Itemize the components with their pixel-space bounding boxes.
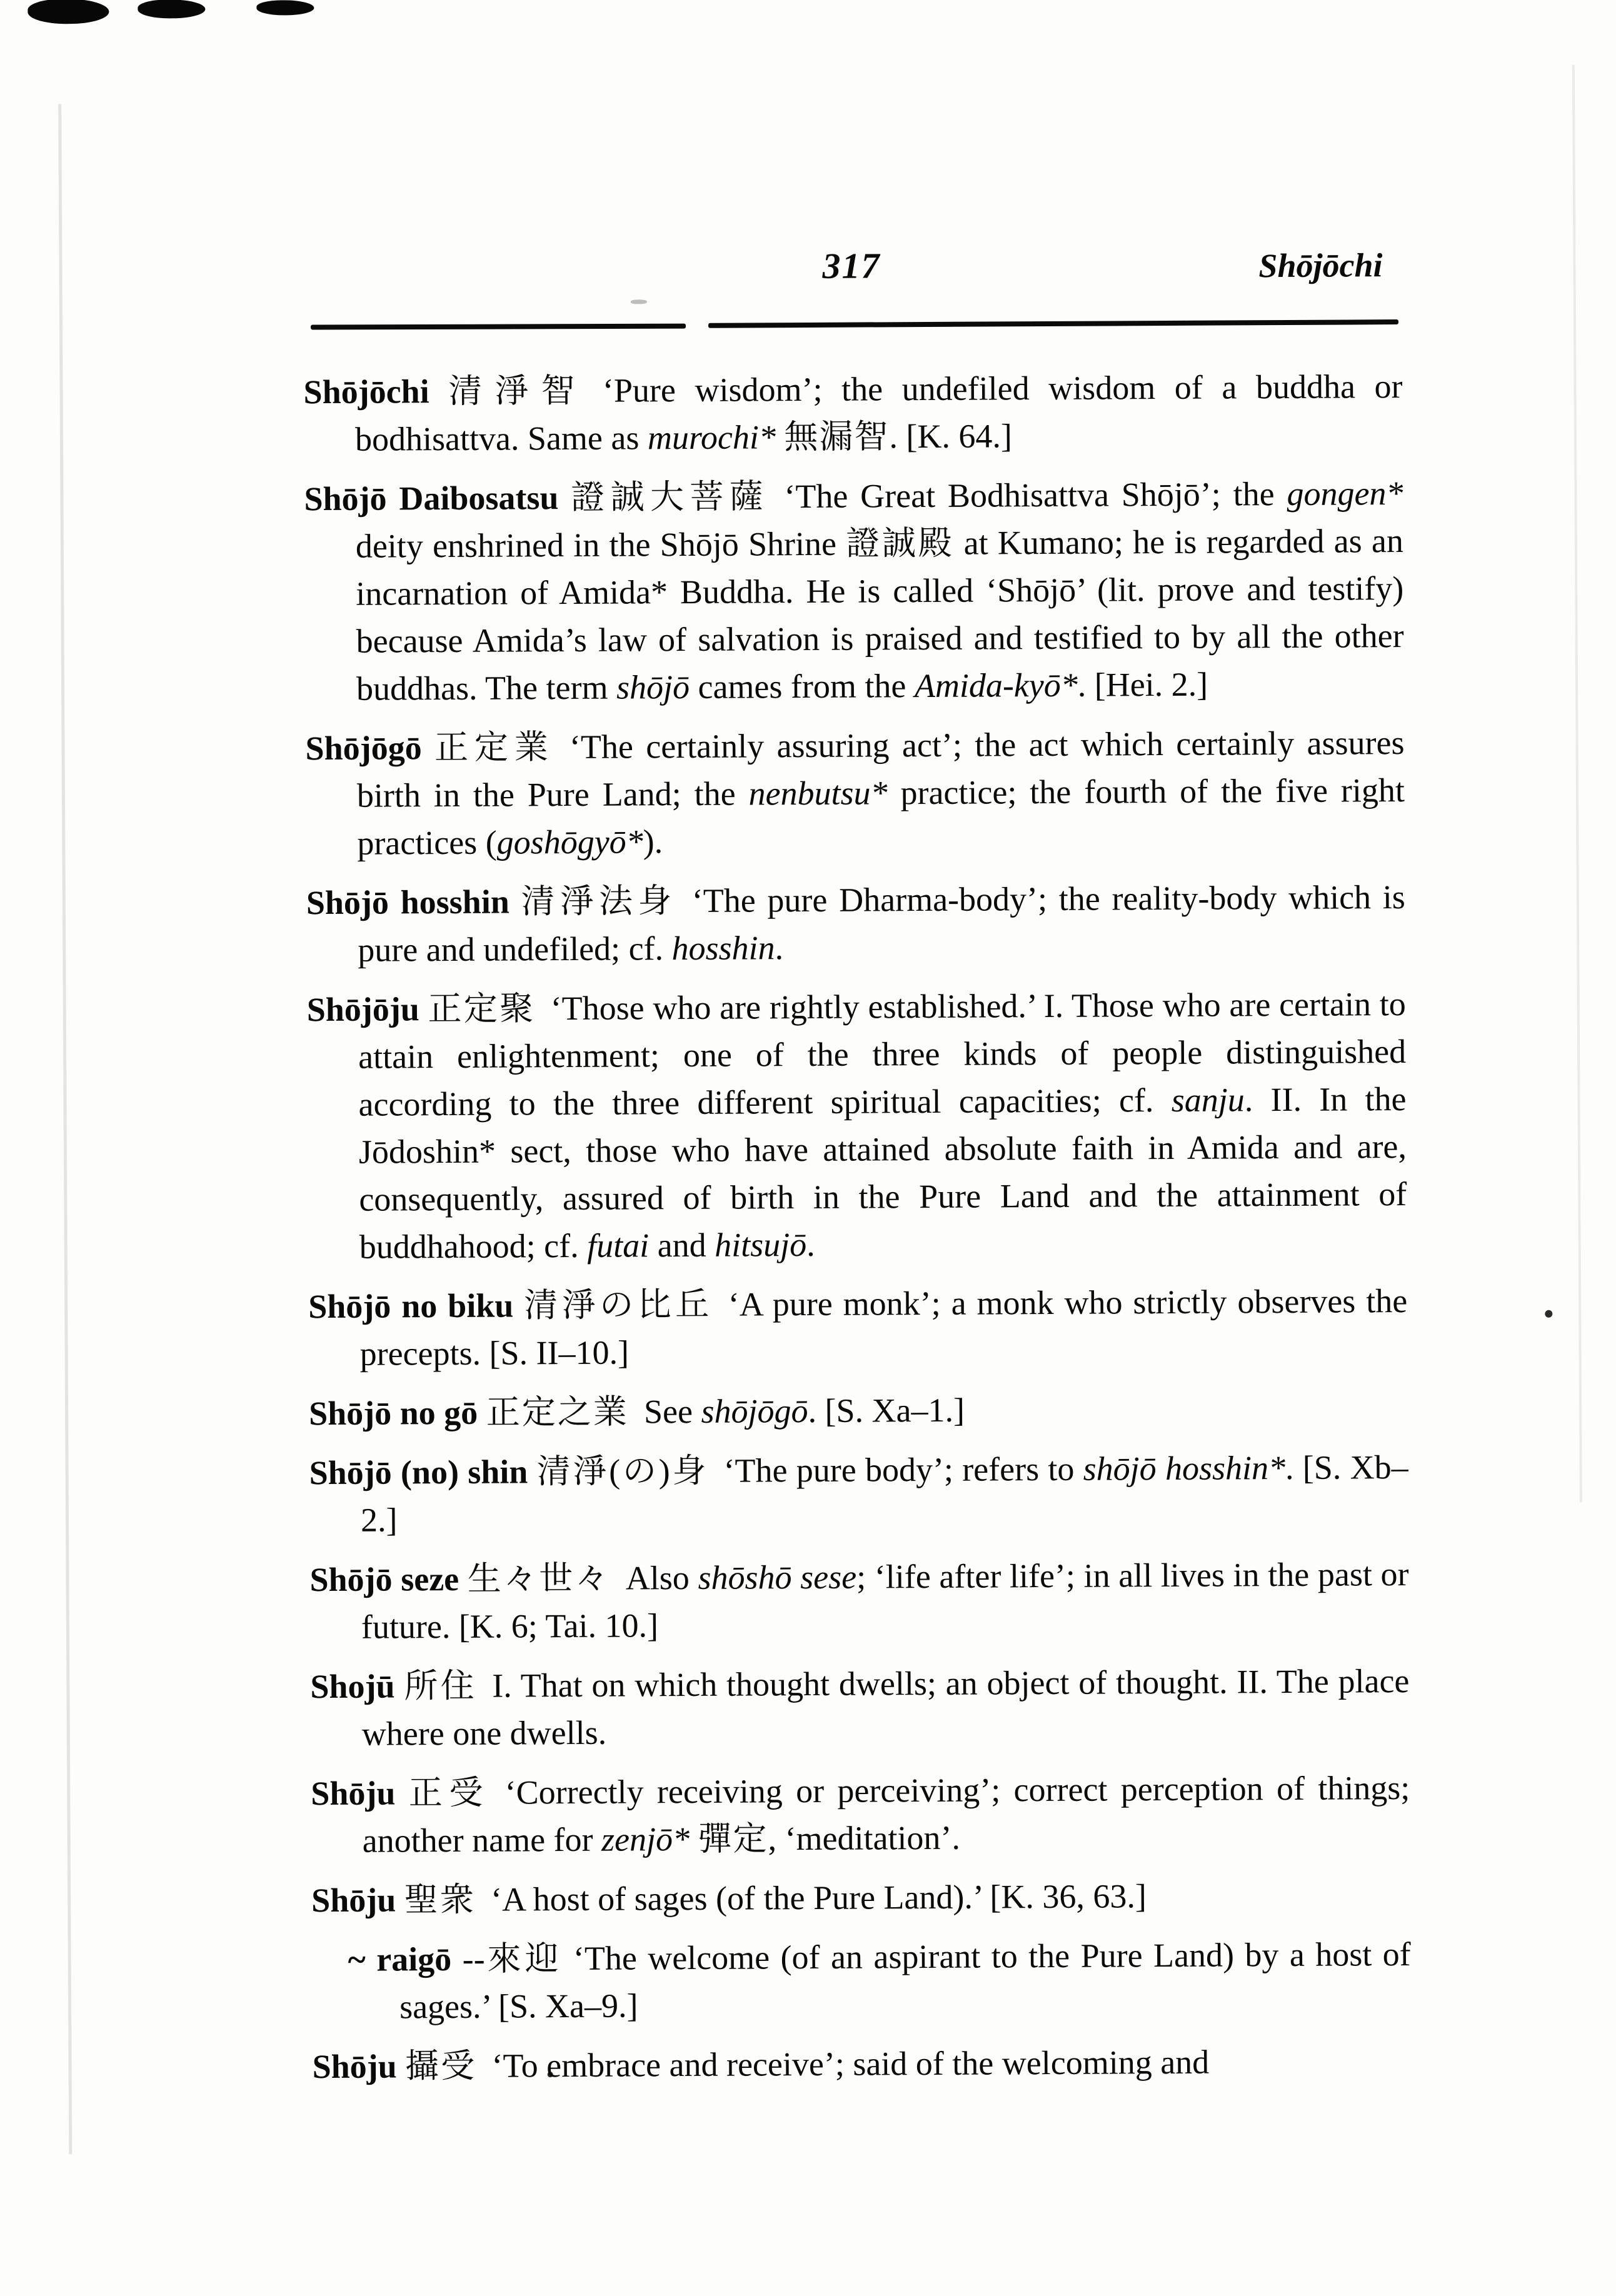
entry-headword: Shōjō hosshin [306, 883, 509, 922]
entry-text [429, 373, 448, 410]
entry-italic-term: murochi* [647, 418, 776, 457]
entry-italic-term: shōjō [616, 668, 690, 706]
entry-text: ‘Those who are rightly established.’ I. Those who are certain to attain enlightenment; one of the three kinds of people distinguished according to the three different spiritual capacities; cf. [358, 985, 1407, 1123]
entry-kanji-inline: 彈定 [698, 1820, 768, 1858]
entry-headword: Shōjō no gō [308, 1393, 478, 1433]
entry-text: ‘The pure body’; refers to [723, 1450, 1083, 1490]
scan-artifact [58, 104, 72, 2154]
entry-italic-term: hosshin [671, 929, 775, 968]
dictionary-entry [306, 873, 1406, 974]
entry-text [528, 1453, 537, 1490]
entry-kanji: 證誠大菩薩 [571, 478, 770, 516]
scan-artifact [28, 0, 109, 24]
entry-text: ‘The Great Bodhisattva Shōjō’; the [784, 474, 1287, 516]
entry-text [478, 1394, 486, 1431]
entry-kanji: 攝受 [405, 2047, 477, 2085]
entry-text [419, 990, 428, 1028]
entry-text: . II. In the Jōdoshin* sect, those who have attained absolute faith in Amida and are, consequently, assured of birth in the Pure Land and the attainment of buddhahood; cf. [358, 1080, 1407, 1266]
entry-text [509, 883, 521, 920]
entry-italic-term: shōshō sese [698, 1558, 857, 1597]
entry-text: ‘To embrace and receive’; said of the welcoming and [491, 2043, 1210, 2085]
entry-text: . [S. Xb–2.] [360, 1448, 1408, 1539]
dictionary-entry [308, 1277, 1408, 1378]
dictionary-entry [309, 1443, 1408, 1544]
entry-italic-term: sanju [1171, 1081, 1245, 1119]
scan-artifact [1545, 1310, 1552, 1318]
entry-headword: Shōju [311, 1774, 396, 1813]
entry-headword: Shōjō Daibosatsu [304, 479, 559, 518]
entry-text: ‘The welcome (of an aspirant to the Pure Land) by a host of sages.’ [S. Xa–9.] [399, 1935, 1411, 2026]
entry-headword: Shōju [312, 2047, 397, 2086]
dictionary-entry [304, 469, 1404, 713]
entry-text: . [806, 1225, 815, 1264]
entry-text [690, 1820, 698, 1858]
entry-text: Also [625, 1558, 698, 1597]
entry-headword: Shōjōju [306, 990, 419, 1029]
entry-text: ‘Pure wisdom’; the undefiled wisdom of a buddha or bodhisattva. Same as [354, 368, 1403, 458]
entry-italic-term: zenjō* [601, 1820, 690, 1858]
dictionary-entry [307, 980, 1407, 1271]
entry-text [513, 1286, 524, 1324]
entry-kanji: 正受 [408, 1773, 490, 1812]
entry-italic-term: hitsujō [714, 1226, 807, 1264]
entry-text: cames from the [689, 667, 915, 706]
entry-italic-term: goshōgyō* [496, 823, 643, 861]
entry-headword: Shojū [310, 1667, 395, 1706]
entry-kanji: 清淨(の)身 [536, 1451, 709, 1491]
entry-headword: Shōjōgō [305, 729, 422, 768]
entry-kanji: 清淨法身 [521, 882, 677, 921]
entry-kanji: 正定之業 [486, 1393, 629, 1431]
scan-artifact [1572, 65, 1582, 1503]
entry-text: . [K. 64.] [889, 417, 1012, 456]
entries-container [303, 363, 1412, 2102]
scan-artifact [256, 0, 314, 15]
entry-text [394, 1667, 404, 1705]
entry-kanji: 正定業 [434, 728, 555, 767]
dictionary-entry [311, 1871, 1410, 1924]
entry-text: ‘A pure monk’; a monk who strictly observes the precepts. [S. II–10.] [359, 1281, 1408, 1373]
entry-headword: Shōju [311, 1881, 396, 1920]
entry-kanji-inline: 證誠殿 [846, 524, 955, 563]
entry-text [397, 2047, 406, 2085]
entry-kanji: 聖衆 [404, 1880, 476, 1919]
dictionary-entry [309, 1384, 1408, 1437]
scan-artifact [138, 0, 205, 19]
entry-text [396, 1881, 404, 1918]
page-number: 317 [822, 245, 881, 286]
entry-kanji-inline: 無漏智 [784, 418, 890, 456]
entry-italic-term: shōjōgō [701, 1392, 808, 1430]
dictionary-entry [311, 1764, 1410, 1865]
dictionary-entry [303, 363, 1403, 463]
entry-text [421, 729, 434, 766]
page-header [303, 242, 1400, 316]
entry-text: and [649, 1226, 715, 1265]
entry-text: at Kumano; he is regarded as an incarnation of Amida* Buddha. He is called ‘Shōjō’ (lit. prove and testify) because Amida’s law of salvation is praised and testified to by all the other buddhas. The term [356, 522, 1404, 708]
entry-text: I. That on which thought dwells; an object of thought. II. The place where one dwells. [361, 1662, 1410, 1753]
dictionary-entry [310, 1657, 1410, 1758]
entry-text: ). [643, 823, 663, 861]
entry-italic-term: nenbutsu* [748, 774, 888, 813]
entry-text: practice; the fourth of the five right practices ( [357, 771, 1405, 862]
entry-headword: Shōjō seze [309, 1560, 459, 1599]
entry-text: . [775, 929, 784, 967]
running-head: Shōjōchi [1258, 246, 1383, 285]
entry-headword: Shōjō no biku [308, 1286, 514, 1326]
header-rule-right [708, 319, 1398, 328]
entry-headword: ~ raigō [348, 1940, 452, 1978]
entry-headword: Shōjōchi [303, 373, 429, 411]
entry-italic-term: futai [587, 1226, 650, 1265]
entry-text: . [S. Xa–1.] [808, 1391, 965, 1430]
entry-text: -- [451, 1940, 485, 1978]
entry-text: ‘A host of sages (of the Pure Land).’ [K. 36, 63.] [490, 1877, 1147, 1918]
entry-text: See [643, 1392, 701, 1431]
entry-text [395, 1774, 409, 1812]
entry-kanji: 清淨の比丘 [524, 1285, 713, 1325]
entry-kanji: 正定聚 [428, 990, 536, 1028]
entry-text [776, 418, 785, 456]
entry-text [558, 479, 571, 516]
entry-text: ‘The pure Dharma-body’; the reality-body which is pure and undefiled; cf. [358, 878, 1406, 969]
dictionary-entry [309, 1550, 1409, 1651]
header-rule-left [311, 324, 686, 330]
entry-italic-term: Amida-kyō* [914, 666, 1078, 705]
entry-text: ; ‘life after life’; in all lives in the past or future. [K. 6; Tai. 10.] [361, 1555, 1409, 1646]
entry-text [459, 1560, 468, 1598]
entry-text: ‘Correctly receiving or perceiving’; correct perception of things; another name for [362, 1768, 1410, 1860]
entry-kanji: 清淨智 [448, 371, 588, 410]
dictionary-entry [305, 719, 1405, 867]
entry-text: , ‘meditation’. [768, 1818, 961, 1858]
entry-text: deity enshrined in the Shōjō Shrine [355, 524, 846, 565]
entry-kanji-inline: 來迎 [484, 1940, 563, 1978]
entry-italic-term: shōjō hosshin* [1083, 1449, 1286, 1488]
entry-text: ‘The certainly assuring act’; the act which certainly assures birth in the Pure Land; the [356, 724, 1405, 815]
entry-headword: Shōjō (no) shin [309, 1453, 528, 1492]
dictionary-entry [312, 2037, 1411, 2090]
entry-kanji: 所住 [404, 1667, 478, 1705]
entry-text: . [Hei. 2.] [1077, 665, 1208, 704]
entry-kanji: 生々世々 [467, 1559, 611, 1598]
entry-italic-term: gongen* [1287, 474, 1403, 513]
dictionary-subentry [348, 1930, 1412, 2031]
